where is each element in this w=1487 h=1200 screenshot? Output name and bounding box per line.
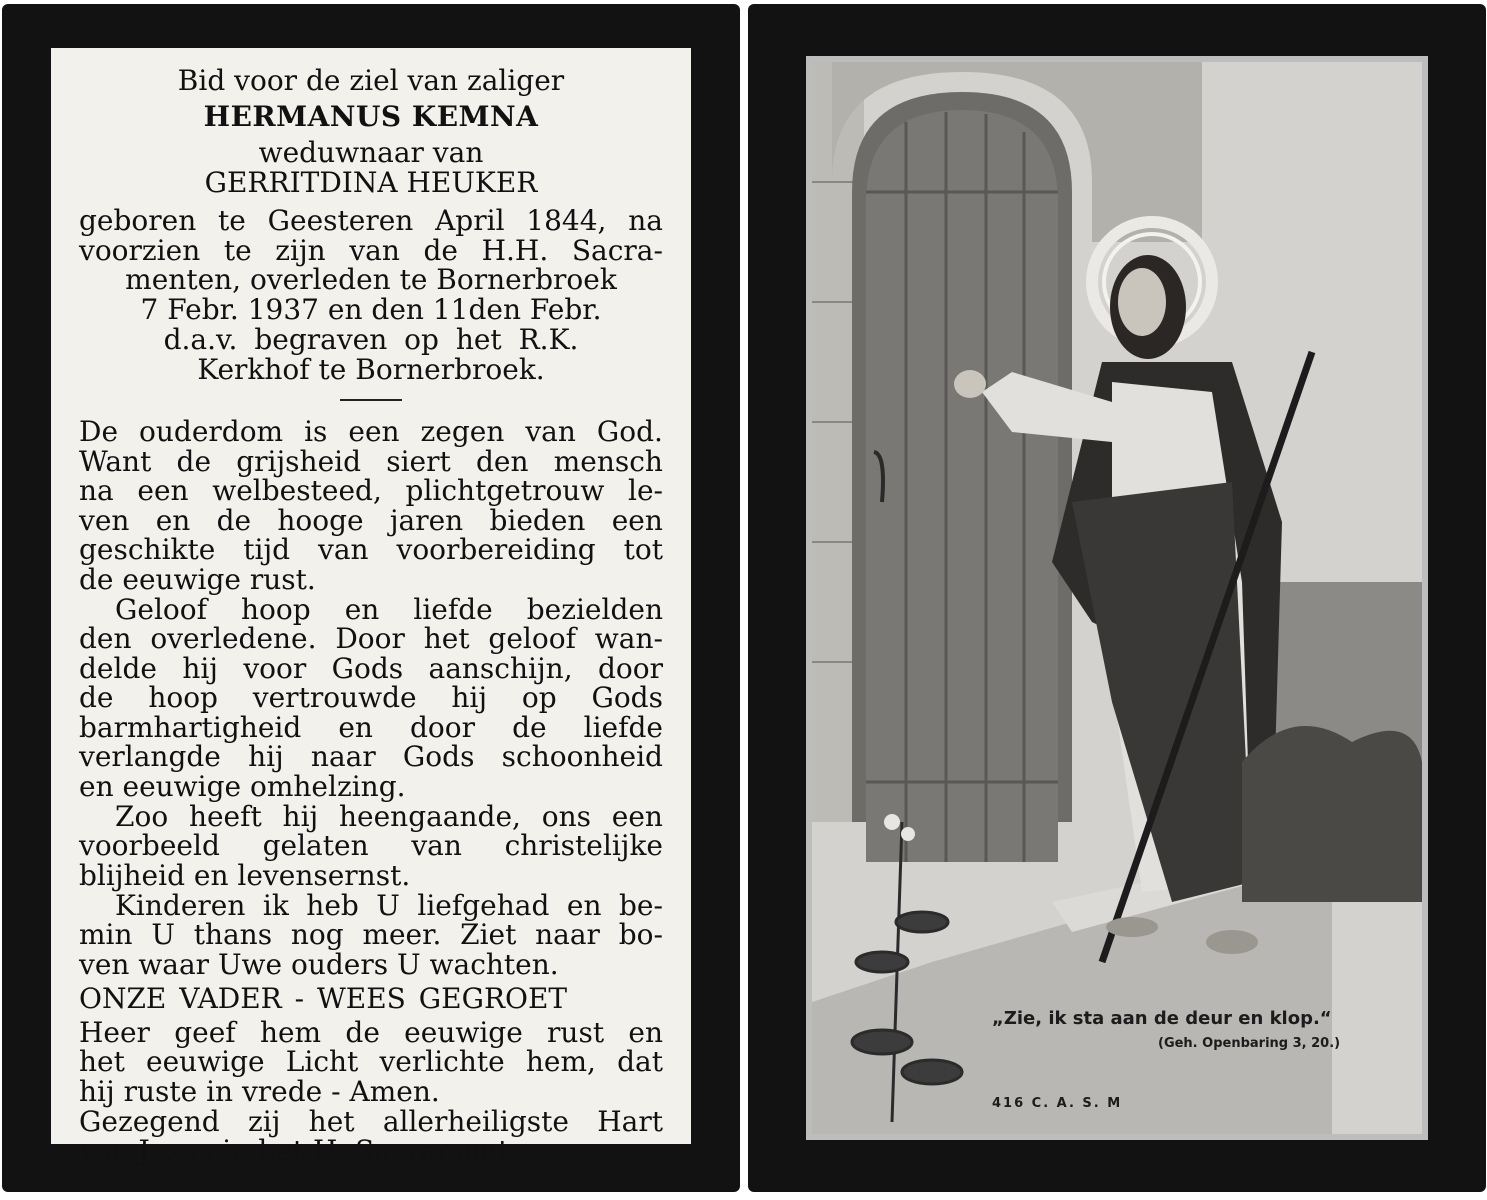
word: Gods bbox=[331, 651, 404, 685]
word: een bbox=[611, 799, 663, 833]
word: de bbox=[176, 444, 212, 478]
word: zegen bbox=[420, 415, 505, 448]
word: hoop bbox=[241, 592, 311, 626]
word: De bbox=[79, 415, 119, 448]
word: be- bbox=[618, 888, 663, 922]
word: voorbereiding bbox=[396, 533, 596, 566]
word: voorzien bbox=[79, 233, 201, 267]
text-line: hij ruste in vrede - Amen. bbox=[79, 1074, 440, 1108]
word: voor bbox=[243, 651, 307, 685]
word: liefde bbox=[583, 710, 663, 744]
paragraph-2 bbox=[79, 592, 663, 803]
word: en bbox=[566, 888, 602, 922]
word: rust bbox=[547, 1015, 605, 1049]
word: ouderdom bbox=[139, 415, 284, 448]
word: voorbeeld bbox=[79, 829, 220, 862]
bio-block bbox=[79, 206, 663, 385]
print-code: 416 C. A. S. M bbox=[992, 1096, 1123, 1111]
word: hooge bbox=[277, 503, 364, 537]
text-line bbox=[79, 831, 663, 861]
bio-line-6: Kerkhof te Bornerbroek. bbox=[197, 353, 545, 386]
word: liefgehad bbox=[417, 888, 550, 922]
word: le- bbox=[627, 474, 663, 507]
word: heengaande, bbox=[338, 799, 521, 833]
word: Want bbox=[79, 444, 152, 478]
text-line bbox=[79, 624, 663, 654]
word: het bbox=[79, 1045, 125, 1078]
word: tijd bbox=[243, 533, 291, 566]
word: hij bbox=[282, 799, 319, 833]
picture-card bbox=[748, 4, 1486, 1192]
word: van bbox=[318, 533, 369, 566]
word: hij bbox=[451, 681, 488, 714]
word: van bbox=[411, 829, 462, 862]
bio-line-5: d.a.v. begraven op het R.K. bbox=[163, 323, 579, 356]
bio-line-1 bbox=[79, 206, 663, 236]
text-line: blijheid en levensernst. bbox=[79, 858, 411, 892]
word: en bbox=[338, 710, 373, 744]
word: plichtgetrouw bbox=[405, 474, 605, 507]
word: een bbox=[611, 503, 663, 537]
prayer-heading: ONZE VADER - WEES GEGROET bbox=[79, 981, 568, 1015]
relation-line: weduwnaar van bbox=[258, 136, 484, 169]
word: vertrouwde bbox=[252, 681, 417, 714]
word: Gods bbox=[402, 740, 475, 773]
text-line bbox=[79, 710, 663, 744]
word: Sacra- bbox=[571, 233, 663, 267]
word: ven bbox=[79, 503, 130, 537]
word: van bbox=[525, 415, 576, 448]
word: het bbox=[423, 622, 470, 655]
word: hoop bbox=[148, 681, 218, 714]
word: een bbox=[348, 415, 400, 448]
bible-quote: „Zie, ik sta aan de deur en klop.“ bbox=[992, 1008, 1332, 1029]
word: de bbox=[423, 233, 458, 267]
word: hem bbox=[259, 1015, 322, 1049]
text-line bbox=[79, 1104, 663, 1138]
word: nog bbox=[290, 918, 344, 951]
word: hij bbox=[248, 740, 284, 773]
word: christelijke bbox=[504, 829, 663, 862]
word: door bbox=[597, 651, 663, 685]
bible-reference: (Geh. Openbaring 3, 20.) bbox=[1158, 1036, 1341, 1051]
word: H.H. bbox=[481, 233, 549, 267]
word: verlichte bbox=[379, 1045, 505, 1078]
devotional-picture bbox=[812, 62, 1422, 1134]
word: van bbox=[349, 233, 400, 267]
paragraph-6 bbox=[79, 1104, 663, 1167]
text-line bbox=[79, 799, 663, 833]
word: bieden bbox=[489, 503, 586, 537]
word: 1844, bbox=[526, 204, 607, 237]
word: delde bbox=[79, 651, 157, 685]
word: heeft bbox=[188, 799, 262, 833]
word: welbesteed, bbox=[212, 474, 382, 507]
text-panel bbox=[51, 48, 691, 1167]
word: eeuwige bbox=[146, 1045, 265, 1078]
word: den bbox=[79, 622, 132, 655]
word: het bbox=[308, 1104, 355, 1138]
text-line: ven waar Uwe ouders U wachten. bbox=[79, 947, 559, 981]
word: Zoo bbox=[115, 799, 169, 833]
word: aanschijn, bbox=[428, 651, 573, 685]
word: U bbox=[151, 918, 175, 951]
text-line: en eeuwige omhelzing. bbox=[79, 769, 406, 803]
word: naar bbox=[310, 740, 376, 773]
word: geschikte bbox=[79, 533, 216, 566]
paragraph-1 bbox=[79, 417, 663, 595]
word: meer. bbox=[362, 918, 442, 951]
word: Gods bbox=[591, 681, 663, 714]
intro-line: Bid voor de ziel van zaliger bbox=[177, 64, 565, 97]
word: de bbox=[79, 681, 114, 714]
word: U bbox=[376, 888, 400, 922]
word: ons bbox=[541, 799, 591, 833]
word: overledene. bbox=[150, 622, 317, 655]
bio-line-2 bbox=[79, 233, 663, 267]
word: op bbox=[521, 681, 557, 714]
word: schoonheid bbox=[501, 740, 663, 773]
word: ik bbox=[262, 888, 289, 922]
word: Kinderen bbox=[115, 888, 246, 922]
word: de bbox=[512, 710, 547, 744]
word: siert bbox=[386, 444, 451, 478]
text-line bbox=[79, 417, 663, 447]
word: naar bbox=[535, 918, 600, 951]
text-line bbox=[79, 651, 663, 685]
word: den bbox=[475, 444, 529, 478]
word: Door bbox=[335, 622, 405, 655]
text-line bbox=[79, 535, 663, 565]
word: te bbox=[218, 204, 246, 237]
word: en bbox=[155, 503, 191, 537]
text-line bbox=[79, 1047, 663, 1077]
word: zijn bbox=[275, 233, 326, 267]
word: April bbox=[435, 204, 505, 237]
word: door bbox=[409, 710, 476, 744]
word: grijsheid bbox=[236, 444, 362, 478]
text-line bbox=[79, 444, 663, 478]
word: Geesteren bbox=[267, 204, 414, 237]
word: hem, bbox=[525, 1045, 596, 1078]
word: mensch bbox=[553, 444, 663, 478]
word: en bbox=[628, 1015, 663, 1049]
word: min bbox=[79, 918, 133, 951]
text-card bbox=[2, 4, 740, 1192]
text-line: van Jezus in het H. Sacrament. bbox=[79, 1134, 519, 1167]
word: hij bbox=[182, 651, 218, 685]
word: geboren bbox=[79, 204, 197, 237]
bio-line-4: 7 Febr. 1937 en den 11den Febr. bbox=[140, 293, 602, 326]
word: een bbox=[137, 474, 189, 507]
word: verlangde bbox=[79, 740, 221, 773]
word: Ziet bbox=[460, 918, 517, 951]
text-line bbox=[79, 1015, 663, 1049]
paragraph-4 bbox=[79, 888, 663, 981]
word: bezielden bbox=[526, 592, 663, 626]
word: God. bbox=[596, 415, 663, 448]
text-line bbox=[79, 503, 663, 537]
word: jaren bbox=[389, 503, 464, 537]
word: eeuwige bbox=[404, 1015, 523, 1049]
word: dat bbox=[617, 1045, 663, 1078]
paragraph-5 bbox=[79, 1015, 663, 1108]
word: zij bbox=[248, 1104, 281, 1138]
word: thans bbox=[193, 918, 273, 951]
word: te bbox=[223, 233, 252, 267]
word: is bbox=[304, 415, 328, 448]
word: gelaten bbox=[262, 829, 369, 862]
word: Licht bbox=[285, 1045, 359, 1078]
picture-frame bbox=[806, 56, 1428, 1140]
deceased-name: HERMANUS KEMNA bbox=[203, 100, 539, 133]
word: de bbox=[345, 1015, 380, 1049]
text-line bbox=[79, 742, 663, 772]
word: Heer bbox=[79, 1015, 150, 1049]
word: en bbox=[344, 592, 380, 626]
text-line bbox=[79, 476, 663, 506]
word: wan- bbox=[594, 622, 663, 655]
word: geloof bbox=[488, 622, 576, 655]
word: de bbox=[216, 503, 252, 537]
text-line: de eeuwige rust. bbox=[79, 562, 316, 596]
spouse-name: GERRITDINA HEUKER bbox=[204, 166, 538, 199]
word: tot bbox=[623, 533, 663, 566]
paragraph-3 bbox=[79, 799, 663, 892]
word: heb bbox=[306, 888, 359, 922]
text-line bbox=[79, 683, 663, 713]
word: Geloof bbox=[115, 592, 207, 626]
word: bo- bbox=[618, 918, 663, 951]
word: Gezegend bbox=[79, 1104, 220, 1138]
word: Hart bbox=[597, 1104, 663, 1138]
jesus-at-door-illustration bbox=[812, 62, 1422, 1134]
divider bbox=[340, 399, 402, 401]
word: geef bbox=[174, 1015, 236, 1049]
word: allerheiligste bbox=[382, 1104, 569, 1138]
bio-line-3: menten, overleden te Bornerbroek bbox=[125, 263, 617, 296]
word: barmhartigheid bbox=[79, 710, 302, 744]
word: liefde bbox=[413, 592, 493, 626]
text-line bbox=[79, 592, 663, 626]
text-line bbox=[79, 888, 663, 922]
word: na bbox=[79, 474, 114, 507]
text-line bbox=[79, 920, 663, 950]
word: na bbox=[628, 204, 663, 237]
